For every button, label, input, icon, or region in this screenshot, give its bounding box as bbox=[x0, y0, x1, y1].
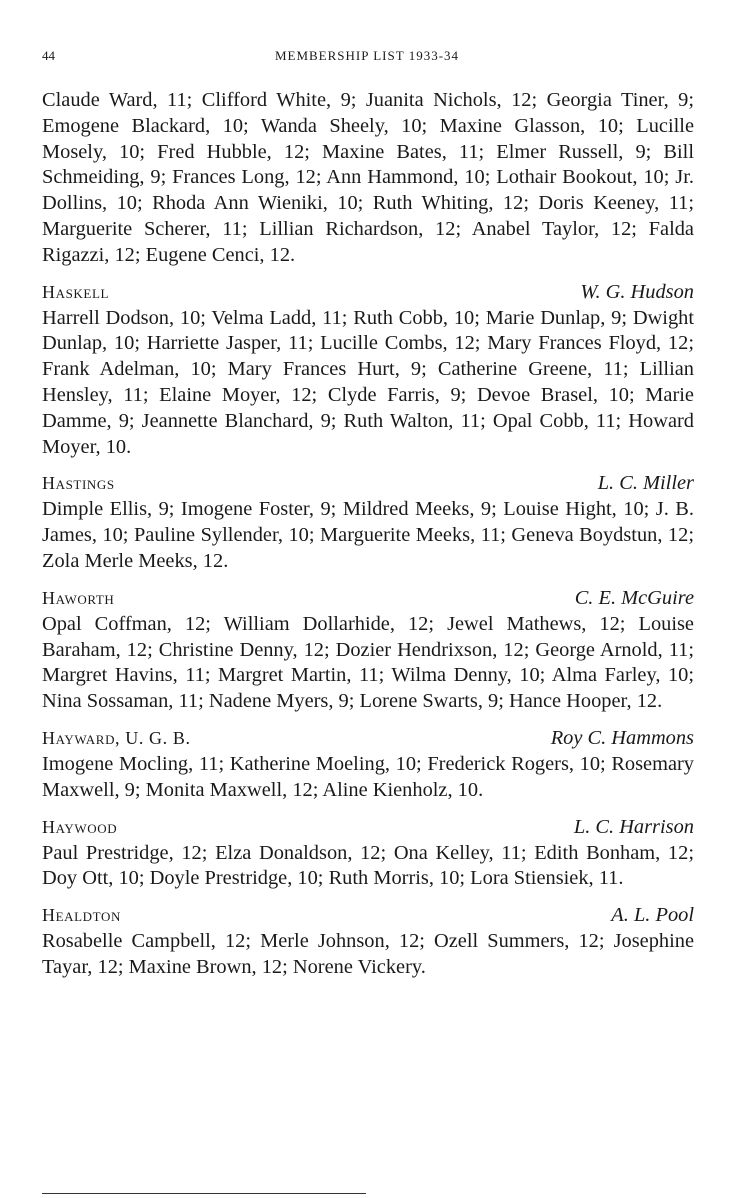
member-entries: Imogene Mocling, 11; Katherine Moeling, 10; Frederick Rogers, 10; Rosemary Maxwell, 9; Monita Maxwell, 12; Aline Kienholz, 10. bbox=[42, 752, 694, 801]
page-number: 44 bbox=[42, 48, 55, 63]
school-name: Hayward, U. G. B. bbox=[42, 727, 191, 748]
sponsor-name: A. L. Pool bbox=[611, 904, 694, 927]
section-heading bbox=[42, 586, 694, 612]
continued-member-list: Claude Ward, 11; Clifford White, 9; Juanita Nichols, 12; Georgia Tiner, 9; Emogene Blackard, 10; Wanda Sheely, 10; Maxine Glasson, 10; Lucille Mosely, 10; Fred Hubble, 12; Maxine Bates, 11; Elmer Russell, 9; Bill Schmeiding, 9; Frances Long, 12; Ann Hammond, 10; Lothair Bookout, 10; Jr. Dollins, 10; Rhoda Ann Wieniki, 10; Ruth Whiting, 12; Doris Keeney, 11; Marguerite Scherer, 11; Lillian Richardson, 12; Anabel Taylor, 12; Falda Rigazzi, 12; Eugene Cenci, 12. bbox=[42, 89, 694, 266]
footer-rule bbox=[42, 1193, 366, 1194]
member-list bbox=[42, 88, 694, 981]
section-heading bbox=[42, 471, 694, 497]
section-heading bbox=[42, 726, 694, 752]
sponsor-name: L. C. Miller bbox=[597, 472, 694, 495]
member-entries: Opal Coffman, 12; William Dollarhide, 12; Jewel Mathews, 12; Louise Baraham, 12; Christine Denny, 12; Dozier Hendrixson, 12; George Arnold, 11; Margret Havins, 11; Margret Martin, 11; Wilma Denny, 10; Alma Farley, 10; Nina Sossaman, 11; Nadene Myers, 9; Lorene Swarts, 9; Hance Hooper, 12. bbox=[42, 612, 694, 713]
sponsor-name: C. E. McGuire bbox=[574, 586, 694, 609]
member-entries: Dimple Ellis, 9; Imogene Foster, 9; Mildred Meeks, 9; Louise Hight, 10; J. B. James, 10; Pauline Syllender, 10; Marguerite Meeks, 11; Geneva Boydstun, 12; Zola Merle Meeks, 12. bbox=[42, 498, 694, 572]
school-name: Haworth bbox=[42, 587, 115, 608]
school-name: Healdton bbox=[42, 905, 121, 926]
school-section-haywood bbox=[42, 815, 694, 893]
member-entries: Paul Prestridge, 12; Elza Donaldson, 12; Ona Kelley, 11; Edith Bonham, 12; Doy Ott, 10; Doyle Prestridge, 10; Ruth Morris, 10; Lora Stiensiek, 11. bbox=[42, 841, 694, 890]
school-name: Hastings bbox=[42, 473, 115, 494]
school-name: Haywood bbox=[42, 816, 118, 837]
sponsor-name: Roy C. Hammons bbox=[550, 726, 694, 749]
running-head bbox=[42, 48, 692, 68]
member-entries: Harrell Dodson, 10; Velma Ladd, 11; Ruth Cobb, 10; Marie Dunlap, 9; Dwight Dunlap, 10; Harriette Jasper, 11; Lucille Combs, 12; Mary Frances Floyd, 12; Frank Adelman, 10; Mary Frances Hurt, 9; Catherine Greene, 11; Lillian Hensley, 11; Elaine Moyer, 12; Clyde Farris, 9; Devoe Brasel, 10; Marie Damme, 9; Jeannette Blanchard, 9; Ruth Walton, 11; Opal Cobb, 11; Howard Moyer, 10. bbox=[42, 306, 694, 458]
school-section-haworth bbox=[42, 586, 694, 715]
page-header-title: MEMBERSHIP LIST 1933-34 bbox=[274, 48, 460, 63]
school-section-hastings bbox=[42, 471, 694, 574]
section-heading bbox=[42, 815, 694, 841]
school-section-healdton bbox=[42, 903, 694, 981]
school-name: Haskell bbox=[42, 281, 110, 302]
sponsor-name: L. C. Harrison bbox=[573, 815, 694, 838]
school-section-hayward bbox=[42, 726, 694, 804]
sponsor-name: W. G. Hudson bbox=[580, 280, 694, 303]
member-entries: Rosabelle Campbell, 12; Merle Johnson, 12; Ozell Summers, 12; Josephine Tayar, 12; Maxine Brown, 12; Norene Vickery. bbox=[42, 930, 694, 978]
section-heading bbox=[42, 280, 694, 306]
school-section-haskell bbox=[42, 280, 694, 461]
section-heading bbox=[42, 903, 694, 929]
